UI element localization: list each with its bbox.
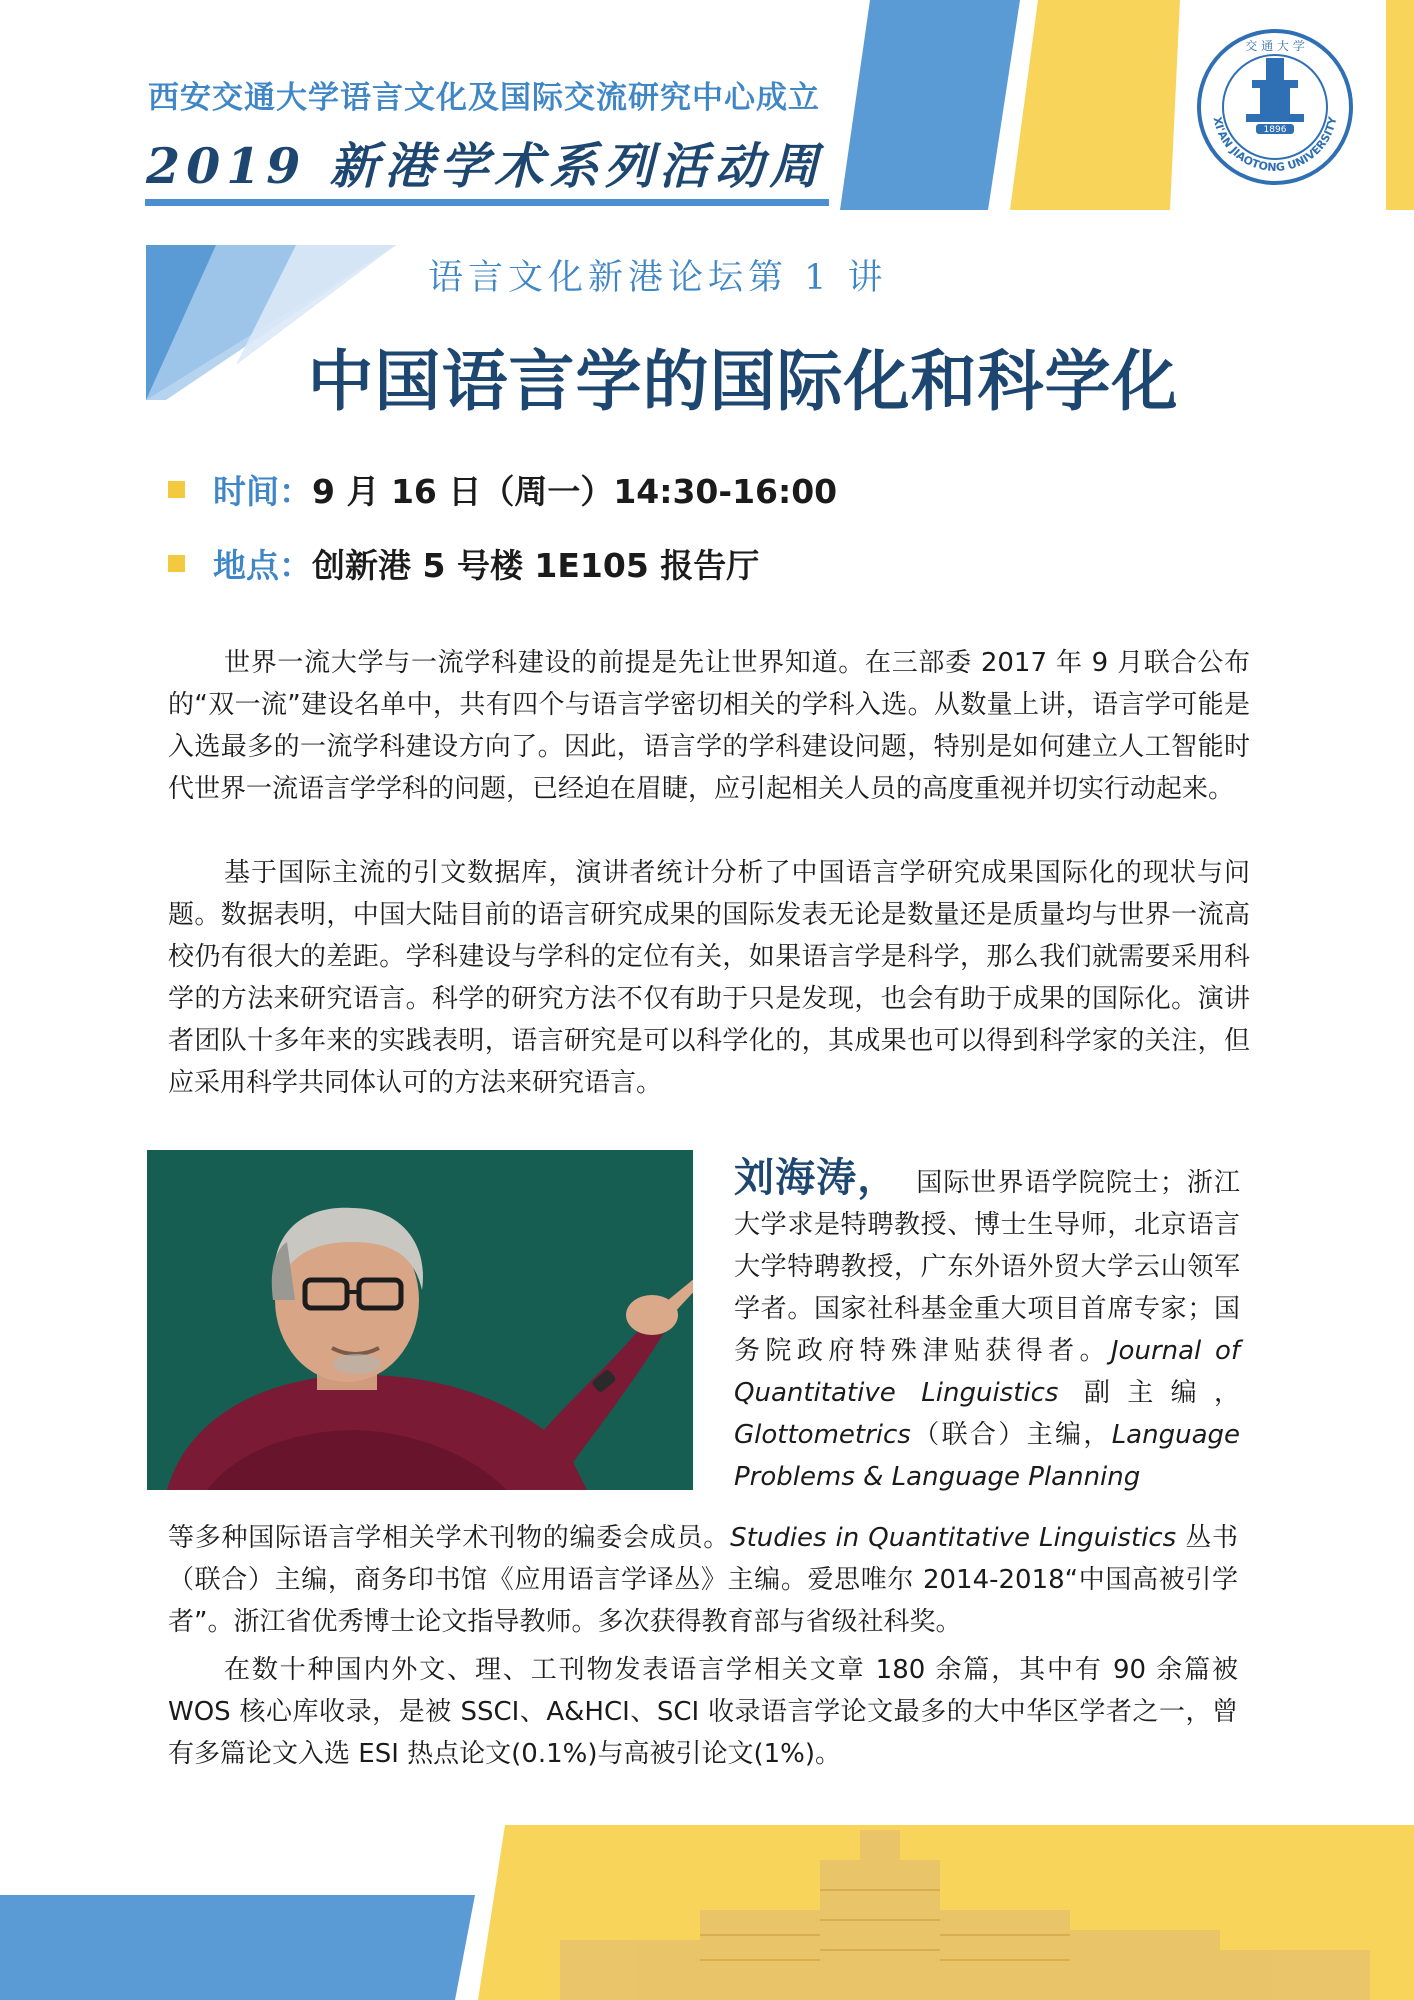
page-title: 中国语言学的国际化和科学化 (307, 343, 1179, 420)
square-bullet-icon (168, 481, 185, 498)
speaker-bio-intro (734, 1157, 1240, 1498)
speaker-bio-text: 副主编， (1058, 1378, 1240, 1408)
speaker-name: 刘海涛， (734, 1155, 899, 1201)
event-series-title: 2019 新港学术系列活动周 (146, 137, 825, 195)
speaker-bio-text: （联合）主编， (910, 1420, 1112, 1450)
footer-decoration (0, 1820, 1414, 2000)
forum-lecture-label: 语言文化新港论坛第 1 讲 (428, 258, 888, 298)
speaker-photo (147, 1150, 693, 1490)
blue-band (840, 0, 1020, 210)
place-label: 地点： (213, 546, 312, 585)
yellow-edge (1386, 0, 1414, 210)
journal-name: Language Problems & Language Planning (734, 1420, 1240, 1492)
yellow-band (1010, 0, 1180, 210)
speaker-publications-paragraph: 在数十种国内外文、理、工刊物发表语言学相关文章 180 余篇，其中有 90 余篇被 WOS 核心库收录，是被 SSCI、A&HCI、SCI 收录语言学论文最多的大中华区学者之一，曾有多篇论文入选 ESI 热点论文(0.1%)与高被引论文(1%)。 (168, 1655, 1238, 1769)
svg-text:1896: 1896 (1263, 125, 1287, 135)
time-label: 时间： (213, 472, 312, 511)
time-value: 9 月 16 日（周一）14:30-16:00 (312, 472, 838, 511)
speaker-bio-text: 国际世界语学院院士；浙江大学求是特聘教授、博士生导师，北京语言大学特聘教授，广东外语外贸大学云山领军学者。国家社科基金重大项目首席专家；国务院政府特殊津贴获得者。 (734, 1168, 1240, 1366)
speaker-bio-text: 等多种国际语言学相关学术刊物的编委会成员。 (168, 1523, 731, 1553)
speaker-bio-text: 丛书（联合）主编，商务印书馆《应用语言学译丛》主编。爱思唯尔 2014-2018“中国高被引学者”。浙江省优秀博士论文指导教师。多次获得教育部与省级社科奖。 (168, 1523, 1238, 1637)
book-series-name: Studies in Quantitative Linguistics (730, 1523, 1177, 1553)
journal-name: Glottometrics (734, 1420, 911, 1450)
journal-name: Journal of Quantitative Linguistics (734, 1336, 1240, 1408)
place-value: 创新港 5 号楼 1E105 报告厅 (312, 546, 760, 585)
svg-text:交 通 大 学: 交 通 大 学 (1245, 39, 1305, 53)
speaker-bio-continued (168, 1517, 1238, 1643)
square-bullet-icon (168, 555, 185, 572)
footer-blue-band (0, 1895, 475, 2000)
event-place-row (168, 540, 759, 587)
organizer-line: 西安交通大学语言文化及国际交流研究中心成立 (148, 80, 820, 116)
header-rule (145, 199, 829, 206)
event-time-row (168, 466, 837, 513)
abstract-paragraph-2: 基于国际主流的引文数据库，演讲者统计分析了中国语言学研究成果国际化的现状与问题。数据表明，中国大陆目前的语言研究成果的国际发表无论是数量还是质量均与世界一流高校仍有很大的差距。学科建设与学科的定位有关，如果语言学是科学，那么我们就需要采用科学的方法来研究语言。科学的研究方法不仅有助于只是发现，也会有助于成果的国际化。演讲者团队十多年来的实践表明，语言研究是可以科学化的，其成果也可以得到科学家的关注，但应采用科学共同体认可的方法来研究语言。 (168, 858, 1250, 1098)
university-logo (1196, 28, 1354, 186)
svg-text:XI'AN JIAOTONG UNIVERSITY: XI'AN JIAOTONG UNIVERSITY (1210, 115, 1340, 175)
abstract-paragraph-1: 世界一流大学与一流学科建设的前提是先让世界知道。在三部委 2017 年 9 月联合公布的“双一流”建设名单中，共有四个与语言学密切相关的学科入选。从数量上讲，语言学可能是入选最多的一流学科建设方向了。因此，语言学的学科建设问题，特别是如何建立人工智能时代世界一流语言学学科的问题，已经迫在眉睫，应引起相关人员的高度重视并切实行动起来。 (168, 648, 1250, 804)
